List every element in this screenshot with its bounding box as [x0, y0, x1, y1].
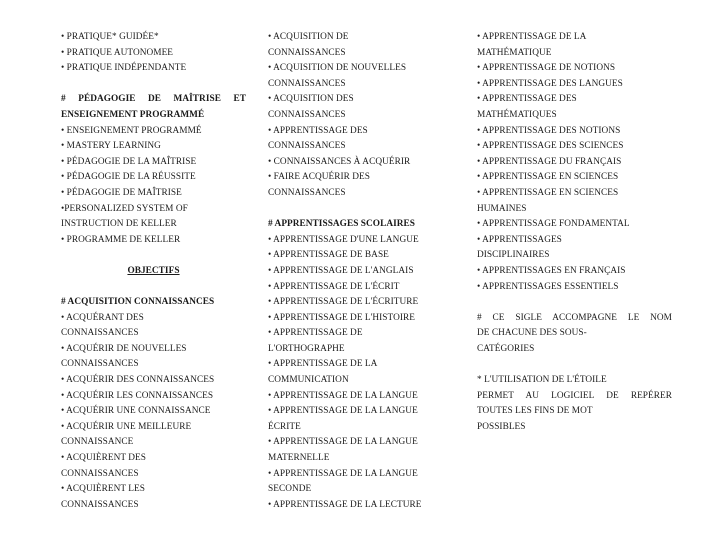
- text-line: * L'UTILISATION DE L'ÉTOILE: [477, 375, 607, 386]
- text-line: CONNAISSANCES: [61, 328, 139, 339]
- section-heading: # ACQUISITION CONNAISSANCES: [61, 297, 215, 308]
- text-line: • PRATIQUE* GUIDÉE*: [61, 32, 159, 42]
- section-heading: ENSEIGNEMENT PROGRAMMÉ: [61, 109, 205, 120]
- spacer: [477, 357, 672, 373]
- text-line: • CONNAISSANCES À ACQUÉRIR: [268, 156, 411, 167]
- text-line: CONNAISSANCES: [268, 78, 346, 89]
- text-line: • ACQUISITION DES: [268, 94, 354, 105]
- text-line: • APPRENTISSAGE DE LA: [477, 32, 587, 42]
- text-line: DISCIPLINAIRES: [477, 250, 550, 261]
- text-line: • APPRENTISSAGE DE L'ANGLAIS: [268, 265, 414, 276]
- text-line: • APPRENTISSAGE DE LA LANGUE: [268, 406, 418, 417]
- text-line: DE CHACUNE DES SOUS-: [477, 328, 587, 339]
- text-line: • ENSEIGNEMENT PROGRAMMÉ: [61, 125, 202, 136]
- text-line: CONNAISSANCES: [268, 109, 346, 120]
- text-line: • APPRENTISSAGE DU FRANÇAIS: [477, 156, 622, 167]
- column-1: [61, 30, 246, 513]
- text-line: POSSIBLES: [477, 421, 526, 432]
- text-line: • ACQUÉRIR LES CONNAISSANCES: [61, 390, 214, 401]
- section-heading: # APPRENTISSAGES SCOLAIRES: [268, 219, 415, 230]
- text-line: SECONDE: [268, 484, 312, 495]
- text-line: MATHÉMATIQUE: [477, 47, 552, 58]
- text-line: PERMET AU LOGICIEL DE REPÉRER: [477, 390, 672, 401]
- text-line: • APPRENTISSAGE DE LA LANGUE: [268, 468, 418, 479]
- text-line: • ACQUIÈRENT LES: [61, 484, 145, 495]
- text-line: • APPRENTISSAGE EN SCIENCES: [477, 172, 619, 183]
- text-line: COMMUNICATION: [268, 375, 349, 386]
- column-2: [268, 30, 458, 513]
- text-line: • ACQUÉRIR UNE CONNAISSANCE: [61, 406, 211, 417]
- column-3: [477, 30, 672, 435]
- text-line: MATERNELLE: [268, 453, 330, 464]
- text-line: • ACQUÉRIR UNE MEILLEURE: [61, 421, 192, 432]
- text-line: • APPRENTISSAGE DES SCIENCES: [477, 141, 624, 152]
- text-line: CATÉGORIES: [477, 343, 535, 354]
- text-line: • APPRENTISSAGE FONDAMENTAL: [477, 219, 630, 230]
- text-line: • ACQUÉRIR DES CONNAISSANCES: [61, 375, 215, 386]
- text-line: L'ORTHOGRAPHE: [268, 343, 345, 354]
- text-line: • APPRENTISSAGE DE NOTIONS: [477, 63, 616, 74]
- text-line: • APPRENTISSAGE DE L'ÉCRIT: [268, 281, 400, 292]
- text-line: • APPRENTISSAGE DE LA LANGUE: [268, 437, 418, 448]
- spacer: [61, 77, 246, 93]
- spacer: [268, 202, 458, 218]
- text-line: • PÉDAGOGIE DE LA RÉUSSITE: [61, 172, 196, 183]
- spacer: [477, 295, 672, 311]
- spacer: [61, 248, 246, 264]
- text-line: • ACQUISITION DE: [268, 32, 349, 42]
- text-line: • ACQUIÈRENT DES: [61, 453, 146, 464]
- text-line: • ACQUÉRIR DE NOUVELLES: [61, 343, 187, 354]
- text-line: • APPRENTISSAGE DES LANGUES: [477, 78, 623, 89]
- text-line: •PERSONALIZED SYSTEM OF: [61, 203, 188, 214]
- text-line: • PROGRAMME DE KELLER: [61, 234, 181, 245]
- spacer: [61, 280, 246, 296]
- text-line: TOUTES LES FINS DE MOT: [477, 406, 593, 417]
- text-line: • APPRENTISSAGES EN FRANÇAIS: [477, 265, 626, 276]
- section-heading: # PÉDAGOGIE DE MAÎTRISE ET: [61, 94, 246, 105]
- text-line: ÉCRITE: [268, 421, 301, 432]
- text-line: CONNAISSANCES: [268, 187, 346, 198]
- text-line: • PÉDAGOGIE DE LA MAÎTRISE: [61, 156, 197, 167]
- text-line: • PÉDAGOGIE DE MAÎTRISE: [61, 187, 182, 198]
- text-line: MATHÉMATIQUES: [477, 109, 557, 120]
- text-line: CONNAISSANCES: [61, 359, 139, 370]
- text-line: • APPRENTISSAGE DE: [268, 328, 363, 339]
- text-line: CONNAISSANCES: [268, 47, 346, 58]
- text-line: INSTRUCTION DE KELLER: [61, 219, 177, 230]
- text-line: • APPRENTISSAGE DE BASE: [268, 250, 389, 261]
- text-line: • APPRENTISSAGES: [477, 234, 562, 245]
- text-line: • APPRENTISSAGE DES: [268, 125, 368, 136]
- text-line: • ACQUÉRANT DES: [61, 312, 144, 323]
- text-line: • ACQUISITION DE NOUVELLES: [268, 63, 407, 74]
- text-line: CONNAISSANCE: [61, 437, 134, 448]
- text-line: • MASTERY LEARNING: [61, 141, 161, 152]
- text-line: CONNAISSANCES: [268, 141, 346, 152]
- text-line: • APPRENTISSAGE DES NOTIONS: [477, 125, 621, 136]
- text-line: • APPRENTISSAGE DE L'HISTOIRE: [268, 312, 415, 323]
- text-line: • PRATIQUE AUTONOMEE: [61, 47, 174, 58]
- text-line: CONNAISSANCES: [61, 499, 139, 510]
- text-line: • APPRENTISSAGE DE LA LANGUE: [268, 390, 418, 401]
- text-line: • PRATIQUE INDÉPENDANTE: [61, 63, 187, 74]
- text-line: • APPRENTISSAGE DES: [477, 94, 577, 105]
- text-line: • APPRENTISSAGE D'UNE LANGUE: [268, 234, 419, 245]
- text-line: CONNAISSANCES: [61, 468, 139, 479]
- text-line: • FAIRE ACQUÉRIR DES: [268, 172, 370, 183]
- text-line: • APPRENTISSAGE DE LA LECTURE: [268, 499, 422, 510]
- text-line: • APPRENTISSAGE EN SCIENCES: [477, 187, 619, 198]
- section-heading: OBJECTIFS: [127, 265, 180, 276]
- text-line: • APPRENTISSAGES ESSENTIELS: [477, 281, 619, 292]
- text-line: # CE SIGLE ACCOMPAGNE LE NOM: [477, 312, 672, 323]
- text-line: HUMAINES: [477, 203, 527, 214]
- text-line: • APPRENTISSAGE DE L'ÉCRITURE: [268, 297, 419, 308]
- text-line: • APPRENTISSAGE DE LA: [268, 359, 378, 370]
